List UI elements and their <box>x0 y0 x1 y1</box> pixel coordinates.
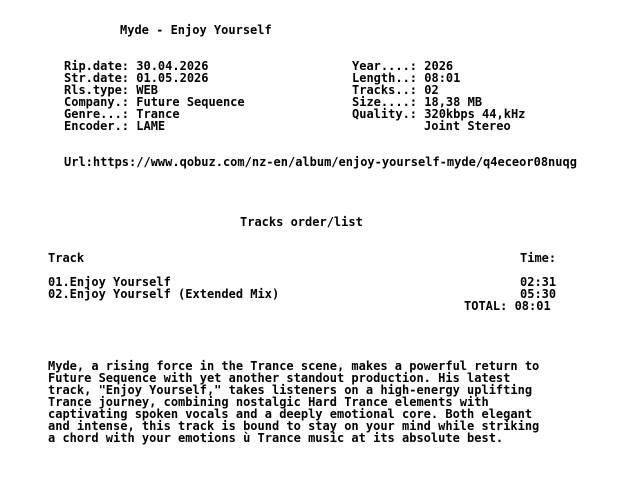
size: Size....: 18,38 MB <box>352 95 483 109</box>
description-line: Future Sequence with yet another standout production. His latest <box>48 371 511 385</box>
track-column-header: Track <box>48 251 85 265</box>
description-line: track, "Enjoy Yourself," takes listeners on a high-energy uplifting <box>48 383 533 397</box>
description-line: captivating spoken vocals and a deeply emotional core. Both elegant <box>48 407 533 421</box>
quality: Quality.: 320kbps 44,kHz <box>352 107 526 121</box>
source-url: Url:https://www.qobuz.com/nz-en/album/enjoy-yourself-myde/q4eceor08nuqg <box>64 155 577 169</box>
company: Company.: Future Sequence <box>64 95 245 109</box>
time-column-header: Time: <box>520 251 557 265</box>
track-count: Tracks..: 02 <box>352 83 439 97</box>
description-line: a chord with your emotions ù Trance music at its absolute best. <box>48 431 504 445</box>
description-line: and intense, this track is bound to stay on your mind while striking <box>48 419 540 433</box>
track-row-name: 01.Enjoy Yourself <box>48 275 171 289</box>
release-title: Myde - Enjoy Yourself <box>120 23 272 37</box>
street-date: Str.date: 01.05.2026 <box>64 71 209 85</box>
total-length: TOTAL: 08:01 <box>464 299 551 313</box>
tracklist-heading: Tracks order/list <box>240 215 363 229</box>
year: Year....: 2026 <box>352 59 454 73</box>
description-line: Trance journey, combining nostalgic Hard Trance elements with <box>48 395 489 409</box>
encoder: Encoder.: LAME <box>64 119 166 133</box>
track-row-name: 02.Enjoy Yourself (Extended Mix) <box>48 287 280 301</box>
genre: Genre...: Trance <box>64 107 180 121</box>
length: Length..: 08:01 <box>352 71 461 85</box>
description-line: Myde, a rising force in the Trance scene, makes a powerful return to <box>48 359 540 373</box>
track-row-time: 05:30 <box>520 287 557 301</box>
stereo-mode: Joint Stereo <box>424 119 511 133</box>
release-type: Rls.type: WEB <box>64 83 158 97</box>
track-row-time: 02:31 <box>520 275 557 289</box>
rip-date: Rip.date: 30.04.2026 <box>64 59 209 73</box>
